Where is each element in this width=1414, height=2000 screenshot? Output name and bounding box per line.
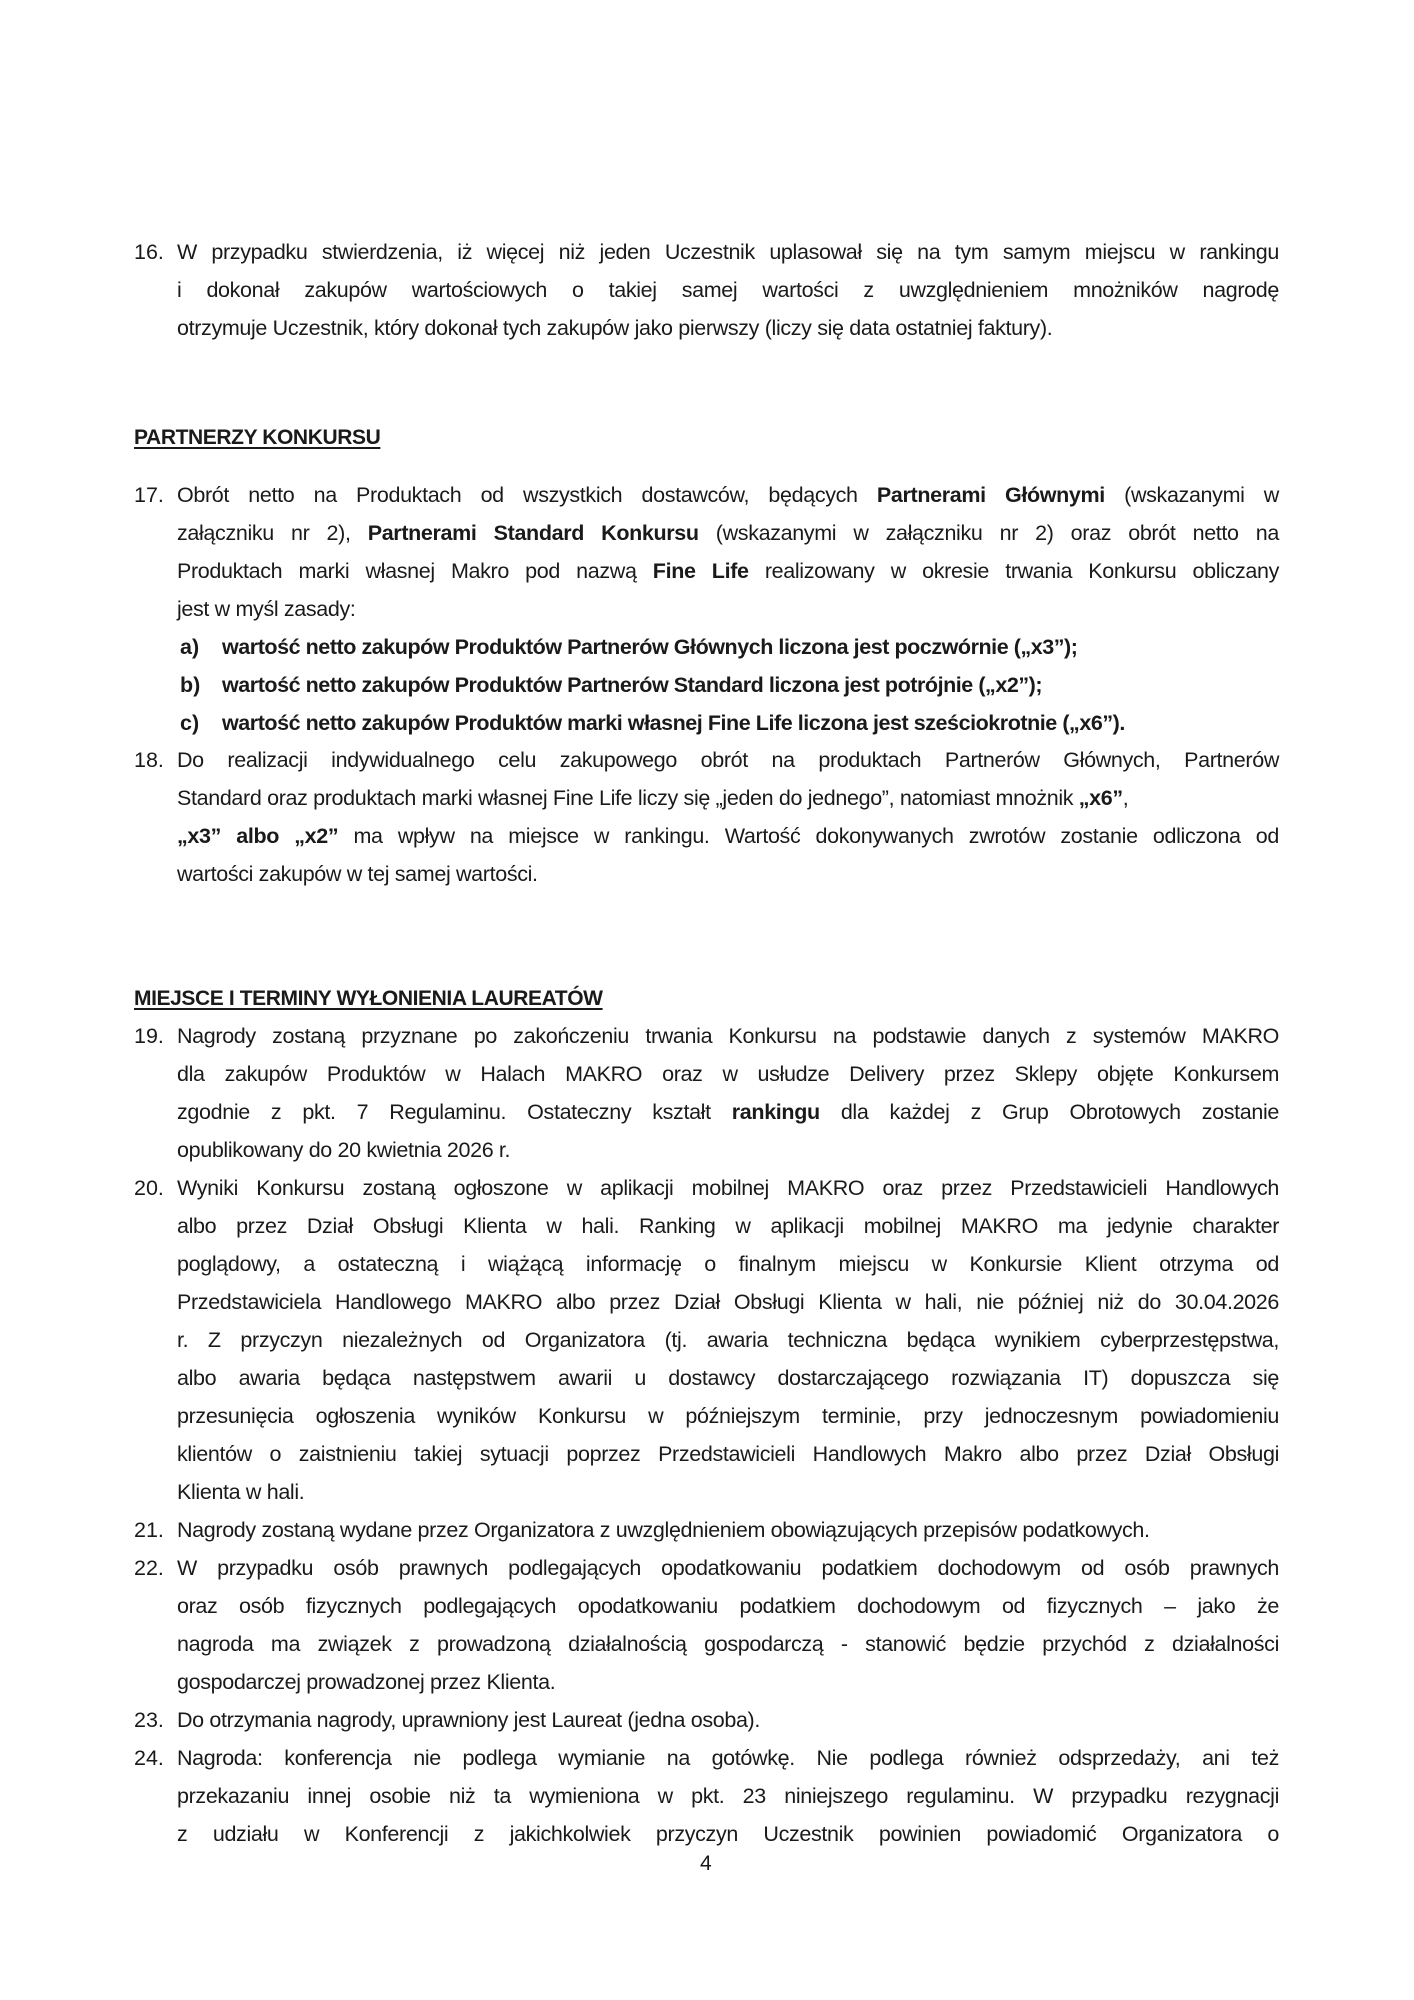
item-number: 18. (134, 748, 164, 772)
item-text-line: Przedstawiciela Handlowego MAKRO albo przez Dział Obsługi Klienta w hali, nie później niż do 30.04.2026 (177, 1290, 1279, 1314)
item-number: 24. (134, 1746, 164, 1770)
item-text-line: oraz osób fizycznych podlegających opodatkowaniu podatkiem dochodowym od fizycznych – jako że (177, 1594, 1279, 1618)
item-text-line: Nagrody zostaną wydane przez Organizatora z uwzględnieniem obowiązujących przepisów podatkowych. (177, 1518, 1150, 1542)
sub-item-label: c) (180, 711, 200, 735)
item-text-line: jest w myśl zasady: (177, 597, 356, 621)
item-text-line: albo awaria będąca następstwem awarii u dostawcy dostarczającego rozwiązania IT) dopuszcza się (177, 1366, 1279, 1390)
item-text-line: i dokonał zakupów wartościowych o takiej samej wartości z uwzględnieniem mnożników nagrodę (177, 278, 1279, 302)
item-text-line: opublikowany do 20 kwietnia 2026 r. (177, 1138, 511, 1162)
item-text-line: gospodarczej prowadzonej przez Klienta. (177, 1670, 556, 1694)
sub-item-text: wartość netto zakupów Produktów marki własnej Fine Life liczona jest sześciokrotnie („x6”). (222, 711, 1125, 735)
item-text-line: z udziału w Konferencji z jakichkolwiek przyczyn Uczestnik powinien powiadomić Organizatora o (177, 1822, 1279, 1846)
item-text-line: Nagroda: konferencja nie podlega wymianie na gotówkę. Nie podlega również odsprzedaży, ani też (177, 1746, 1279, 1770)
item-text-line: poglądowy, a ostateczną i wiążącą informację o finalnym miejscu w Konkursie Klient otrzyma od (177, 1252, 1279, 1276)
section-heading-partners: PARTNERZY KONKURSU (134, 426, 381, 449)
page-number: 4 (700, 1852, 712, 1875)
item-text-line: „x3” albo „x2” ma wpływ na miejsce w rankingu. Wartość dokonywanych zwrotów zostanie odliczona od (177, 824, 1279, 848)
item-text-line: Do otrzymania nagrody, uprawniony jest Laureat (jedna osoba). (177, 1708, 760, 1732)
item-text-line: Wyniki Konkursu zostaną ogłoszone w aplikacji mobilnej MAKRO oraz przez Przedstawicieli Handlowych (177, 1176, 1279, 1200)
item-text-line: Do realizacji indywidualnego celu zakupowego obrót na produktach Partnerów Głównych, Partnerów (177, 748, 1279, 772)
item-text-line: Standard oraz produktach marki własnej Fine Life liczy się „jeden do jednego”, natomiast mnożnik „x6”, (177, 786, 1129, 810)
item-text-line: Nagrody zostaną przyznane po zakończeniu trwania Konkursu na podstawie danych z systemów MAKRO (177, 1024, 1279, 1048)
item-text-line: załączniku nr 2), Partnerami Standard Konkursu (wskazanymi w załączniku nr 2) oraz obrót netto na (177, 521, 1279, 545)
sub-item-label: b) (180, 673, 201, 697)
item-number: 20. (134, 1176, 164, 1200)
item-text-line: klientów o zaistnieniu takiej sytuacji poprzez Przedstawicieli Handlowych Makro albo przez Dział Obsługi (177, 1442, 1279, 1466)
item-text-line: W przypadku stwierdzenia, iż więcej niż jeden Uczestnik uplasował się na tym samym miejscu w rankingu (177, 240, 1279, 264)
item-number: 22. (134, 1556, 164, 1580)
item-number: 23. (134, 1708, 164, 1732)
item-text-line: otrzymuje Uczestnik, który dokonał tych zakupów jako pierwszy (liczy się data ostatniej faktury). (177, 316, 1053, 340)
item-text-line: Produktach marki własnej Makro pod nazwą Fine Life realizowany w okresie trwania Konkursu obliczany (177, 559, 1279, 583)
item-text-line: przesunięcia ogłoszenia wyników Konkursu w późniejszym terminie, przy jednoczesnym powiadomieniu (177, 1404, 1279, 1428)
item-number: 17. (134, 483, 164, 507)
section-heading-laureates: MIEJSCE I TERMINY WYŁONIENIA LAUREATÓW (134, 987, 603, 1010)
sub-item-text: wartość netto zakupów Produktów Partnerów Głównych liczona jest poczwórnie („x3”); (222, 635, 1078, 659)
item-number: 21. (134, 1518, 164, 1542)
item-number: 19. (134, 1024, 164, 1048)
sub-item-text: wartość netto zakupów Produktów Partnerów Standard liczona jest potrójnie („x2”); (222, 673, 1043, 697)
item-text-line: Klienta w hali. (177, 1480, 305, 1504)
item-text-line: r. Z przyczyn niezależnych od Organizatora (tj. awaria techniczna będąca wynikiem cyberprzestępstwa, (177, 1328, 1279, 1352)
item-text-line: dla zakupów Produktów w Halach MAKRO oraz w usłudze Delivery przez Sklepy objęte Konkursem (177, 1062, 1279, 1086)
item-text-line: Obrót netto na Produktach od wszystkich dostawców, będących Partnerami Głównymi (wskazanymi w (177, 483, 1279, 507)
item-number: 16. (134, 240, 164, 264)
sub-item-label: a) (180, 635, 200, 659)
item-text-line: przekazaniu innej osobie niż ta wymieniona w pkt. 23 niniejszego regulaminu. W przypadku rezygnacji (177, 1784, 1279, 1808)
item-text-line: wartości zakupów w tej samej wartości. (177, 862, 538, 886)
item-text-line: nagroda ma związek z prowadzoną działalnością gospodarczą - stanowić będzie przychód z działalności (177, 1632, 1279, 1656)
item-text-line: albo przez Dział Obsługi Klienta w hali. Ranking w aplikacji mobilnej MAKRO ma jedynie charakter (177, 1214, 1279, 1238)
item-text-line: W przypadku osób prawnych podlegających opodatkowaniu podatkiem dochodowym od osób prawnych (177, 1556, 1279, 1580)
item-text-line: zgodnie z pkt. 7 Regulaminu. Ostateczny kształt rankingu dla każdej z Grup Obrotowych zostanie (177, 1100, 1279, 1124)
